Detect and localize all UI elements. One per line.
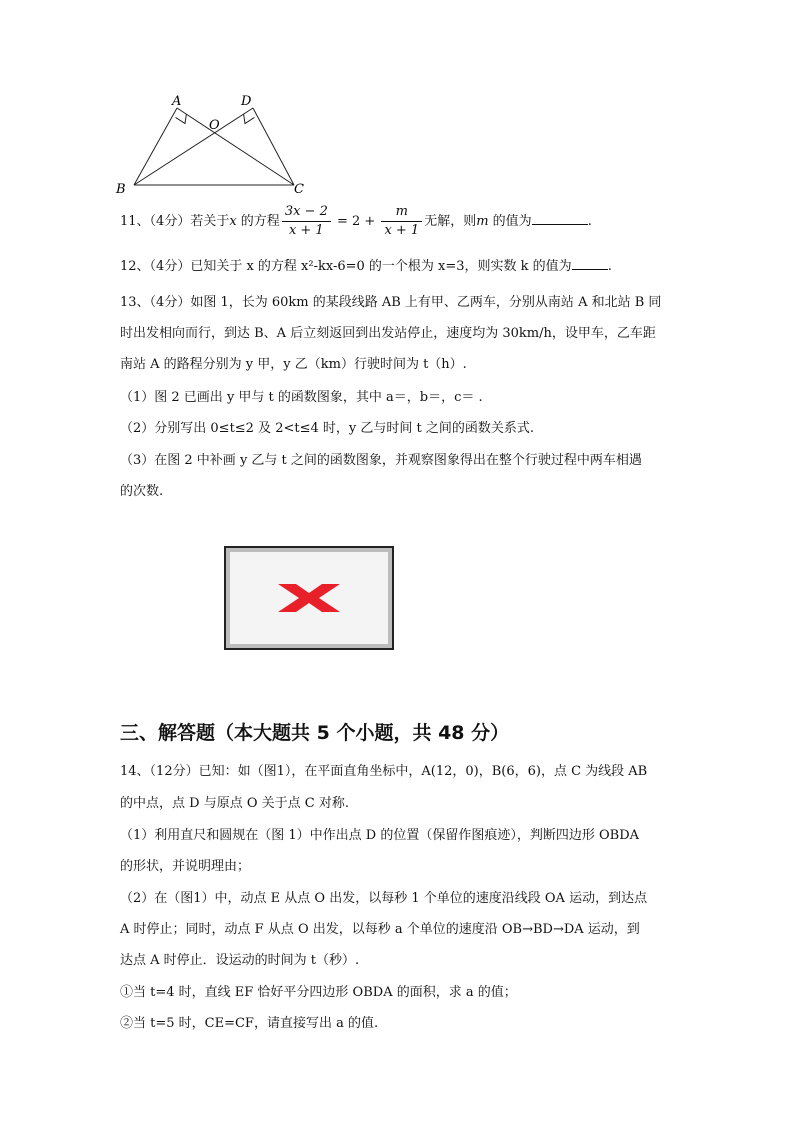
right-angle-a (176, 114, 187, 123)
fraction-left-denominator: x + 1 (288, 223, 324, 238)
broken-image-placeholder (224, 546, 394, 650)
question-12 (120, 255, 612, 274)
point-o-label: O (209, 118, 220, 133)
q11-mid: = 2 + (332, 214, 380, 229)
answer-blank[interactable] (532, 212, 588, 225)
q13-line1: 13、（4分）如图 1，长为 60km 的某段线路 AB 上有甲、乙两车，分别从南站 A 和北站 B 同 (120, 295, 662, 310)
q13-part2: （2）分别写出 0≤t≤2 及 2<t≤4 时，y 乙与时间 t 之间的函数关系式. (120, 421, 535, 436)
q13-part3-line2: 的次数. (120, 484, 164, 499)
q11-text-eq: 的方程 (236, 214, 280, 229)
fraction-left (282, 203, 331, 240)
segment-dc (253, 108, 294, 185)
q13-line3: 南站 A 的路程分别为 y 甲，y 乙（km）行驶时间为 t（h）. (120, 357, 467, 372)
section-heading: 三、解答题（本大题共 5 个小题，共 48 分） (120, 722, 510, 744)
q14-sub2: ②当 t=5 时，CE=CF，请直接写出 a 的值. (120, 1016, 379, 1031)
point-a-label: A (172, 94, 182, 109)
q14-part2-line2: A 时停止；同时，动点 F 从点 O 出发，以每秒 a 个单位的速度沿 OB→BD→DA 运动，到 (120, 922, 640, 937)
broken-image-icon (274, 581, 344, 615)
fraction-right-numerator: m (381, 203, 422, 222)
q11-suffix: 无解，则 (424, 214, 477, 229)
q14-part2-line3: 达点 A 时停止．设运动的时间为 t（秒）. (120, 953, 360, 968)
point-c-label: C (294, 182, 304, 197)
q14-line2: 的中点，点 D 与原点 O 关于点 C 对称. (120, 796, 349, 811)
geometry-figure (110, 92, 320, 202)
var-m: m (476, 214, 489, 229)
q14-part2-line1: （2）在（图1）中，动点 E 从点 O 出发，以每秒 1 个单位的速度沿线段 OA 运动，到达点 (120, 891, 648, 906)
q12-period: . (607, 259, 612, 274)
fraction-right-denominator: x + 1 (384, 223, 420, 238)
point-b-label: B (116, 182, 126, 197)
q11-prefix: 11、（4分）若关于 (120, 214, 230, 229)
var-x: x (229, 214, 237, 229)
q14-part1-line1: （1）利用直尺和圆规在（图 1）中作出点 D 的位置（保留作图痕迹），判断四边形 OBDA (120, 828, 640, 843)
q14-line1: 14、（12分）已知：如（图1），在平面直角坐标中，A(12，0)，B(6，6)，点 C 为线段 AB (120, 764, 648, 779)
q11-end: 的值为 (488, 214, 532, 229)
point-d-label: D (241, 94, 252, 109)
fraction-left-numerator: 3x − 2 (282, 203, 331, 222)
q13-part3-line1: （3）在图 2 中补画 y 乙与 t 之间的函数图象，并观察图象得出在整个行驶过程中两车相遇 (120, 453, 642, 468)
fraction-right (381, 203, 422, 240)
right-angle-d (244, 114, 255, 123)
q13-part1: （1）图 2 已画出 y 甲与 t 的函数图象，其中 a＝，b＝，c＝ . (120, 390, 483, 405)
q14-part1-line2: 的形状，并说明理由； (120, 859, 251, 874)
answer-blank[interactable] (572, 257, 608, 270)
segment-ab (134, 108, 177, 185)
question-11 (120, 198, 592, 246)
q12-text: 12、（4分）已知关于 x 的方程 x²-kx-6=0 的一个根为 x=3，则实数 k 的值为 (120, 259, 572, 274)
q11-period: . (587, 214, 592, 229)
q13-line2: 时出发相向而行，到达 B、A 后立刻返回到出发站停止，速度均为 30km/h，设甲车，乙车距 (120, 326, 656, 341)
q14-sub1: ①当 t=4 时，直线 EF 恰好平分四边形 OBDA 的面积，求 a 的值； (120, 985, 517, 1000)
